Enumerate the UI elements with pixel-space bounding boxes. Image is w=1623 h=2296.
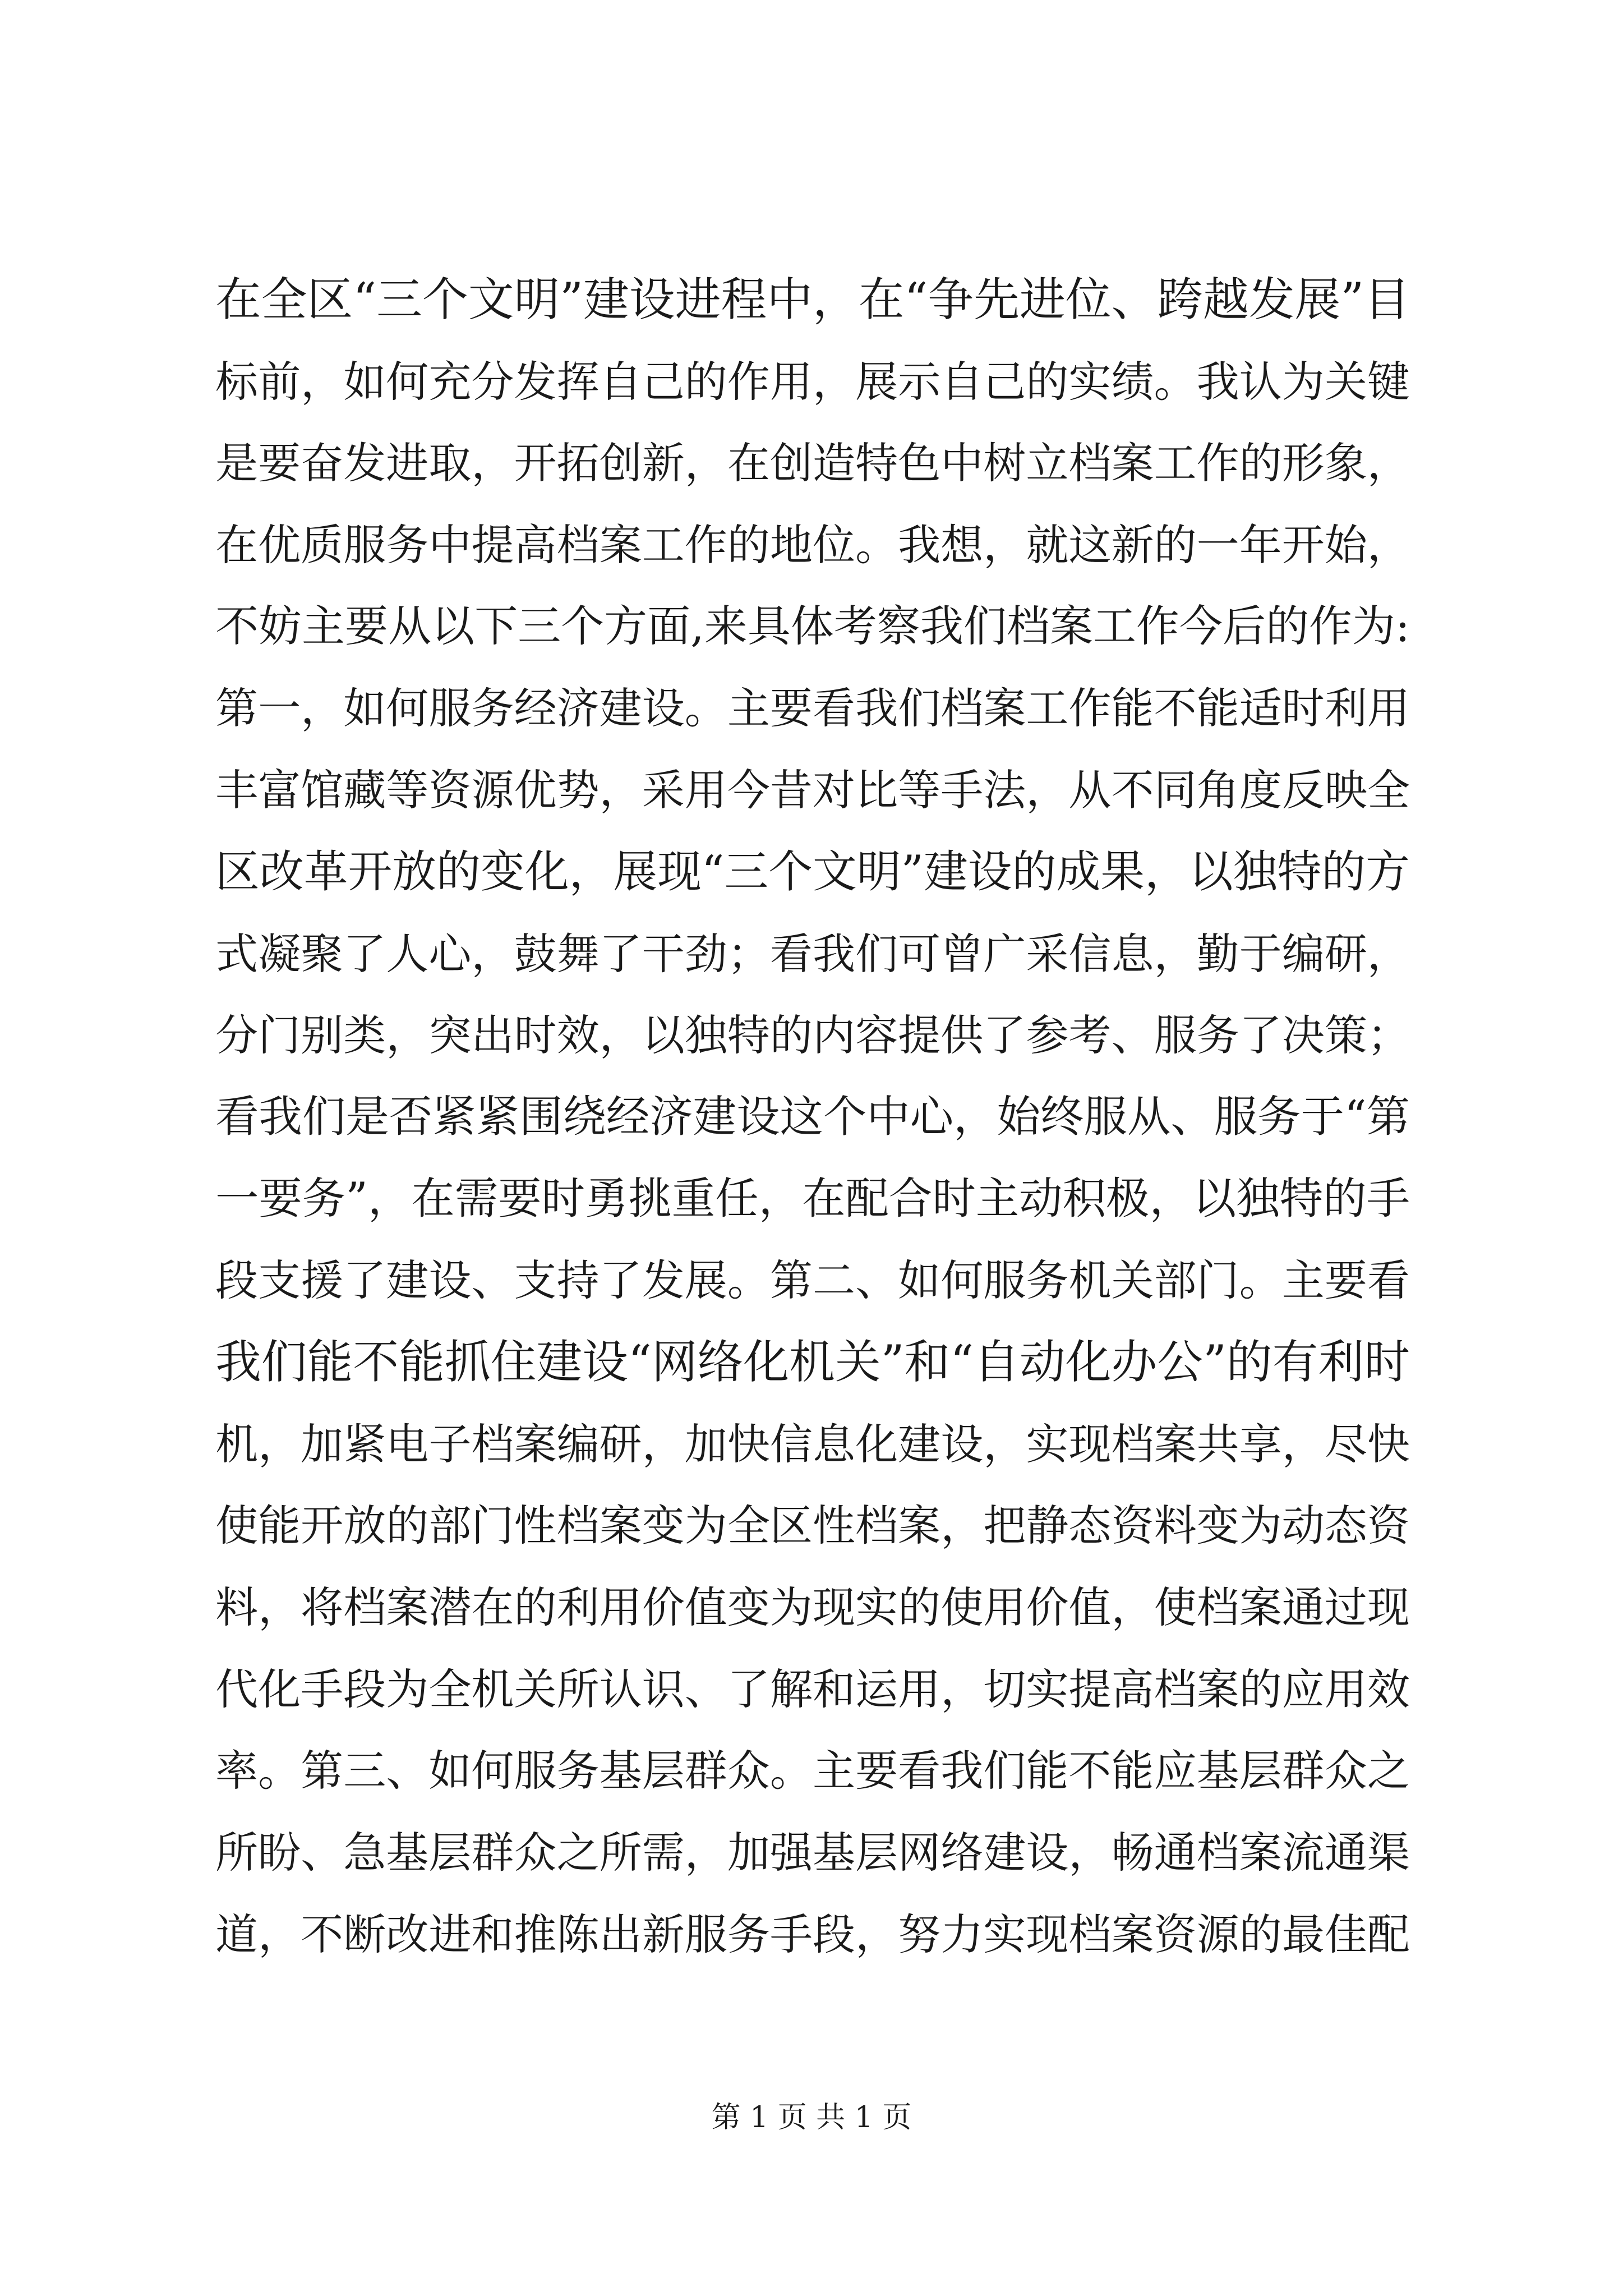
text-line: 是要奋发进取，开拓创新，在创造特色中树立档案工作的形象， [215,438,1410,489]
text-line: 丰富馆藏等资源优势，采用今昔对比等手法，从不同角度反映全 [215,765,1410,816]
text-line: 使能开放的部门性档案变为全区性档案，把静态资料变为动态资 [215,1501,1410,1551]
text-line: 所盼、急基层群众之所需，加强基层网络建设，畅通档案流通渠 [215,1828,1410,1878]
text-line: 标前，如何充分发挥自己的作用，展示自己的实绩。我认为关键 [215,356,1410,407]
text-line: 式凝聚了人心，鼓舞了干劲；看我们可曾广采信息，勤于编研， [215,928,1410,979]
text-line: 机，加紧电子档案编研，加快信息化建设，实现档案共享，尽快 [215,1419,1410,1469]
text-line: 代化手段为全机关所认识、了解和运用，切实提高档案的应用效 [215,1664,1410,1714]
text-line: 段支援了建设、支持了发展。第二、如何服务机关部门。主要看 [215,1255,1410,1306]
text-line: 一要务”，在需要时勇挑重任，在配合时主动积极，以独特的手 [215,1173,1410,1224]
page-footer [0,2095,1623,2140]
text-line: 看我们是否紧紧围绕经济建设这个中心，始终服从、服务于“第 [215,1091,1410,1142]
text-line: 分门别类，突出时效，以独特的内容提供了参考、服务了决策； [215,1010,1410,1061]
text-line: 道，不断改进和推陈出新服务手段，努力实现档案资源的最佳配 [215,1909,1410,1959]
text-line: 第一，如何服务经济建设。主要看我们档案工作能不能适时利用 [215,683,1410,734]
text-line: 在全区“三个文明”建设进程中，在“争先进位、跨越发展”目 [215,273,1410,326]
text-line: 不妨主要从以下三个方面,来具体考察我们档案工作今后的作为: [215,601,1410,652]
text-line: 我们能不能抓住建设“网络化机关”和“自动化办公”的有利时 [215,1335,1410,1389]
text-line: 在优质服务中提高档案工作的地位。我想，就这新的一年开始， [215,520,1410,570]
text-line: 区改革开放的变化，展现“三个文明”建设的成果，以独特的方 [215,845,1410,898]
text-line: 料，将档案潜在的利用价值变为现实的使用价值，使档案通过现 [215,1582,1410,1632]
body-text [215,259,1410,1975]
page-number-label: 第 1 页 共 1 页 [711,2101,912,2134]
text-line: 率。第三、如何服务基层群众。主要看我们能不能应基层群众之 [215,1746,1410,1796]
